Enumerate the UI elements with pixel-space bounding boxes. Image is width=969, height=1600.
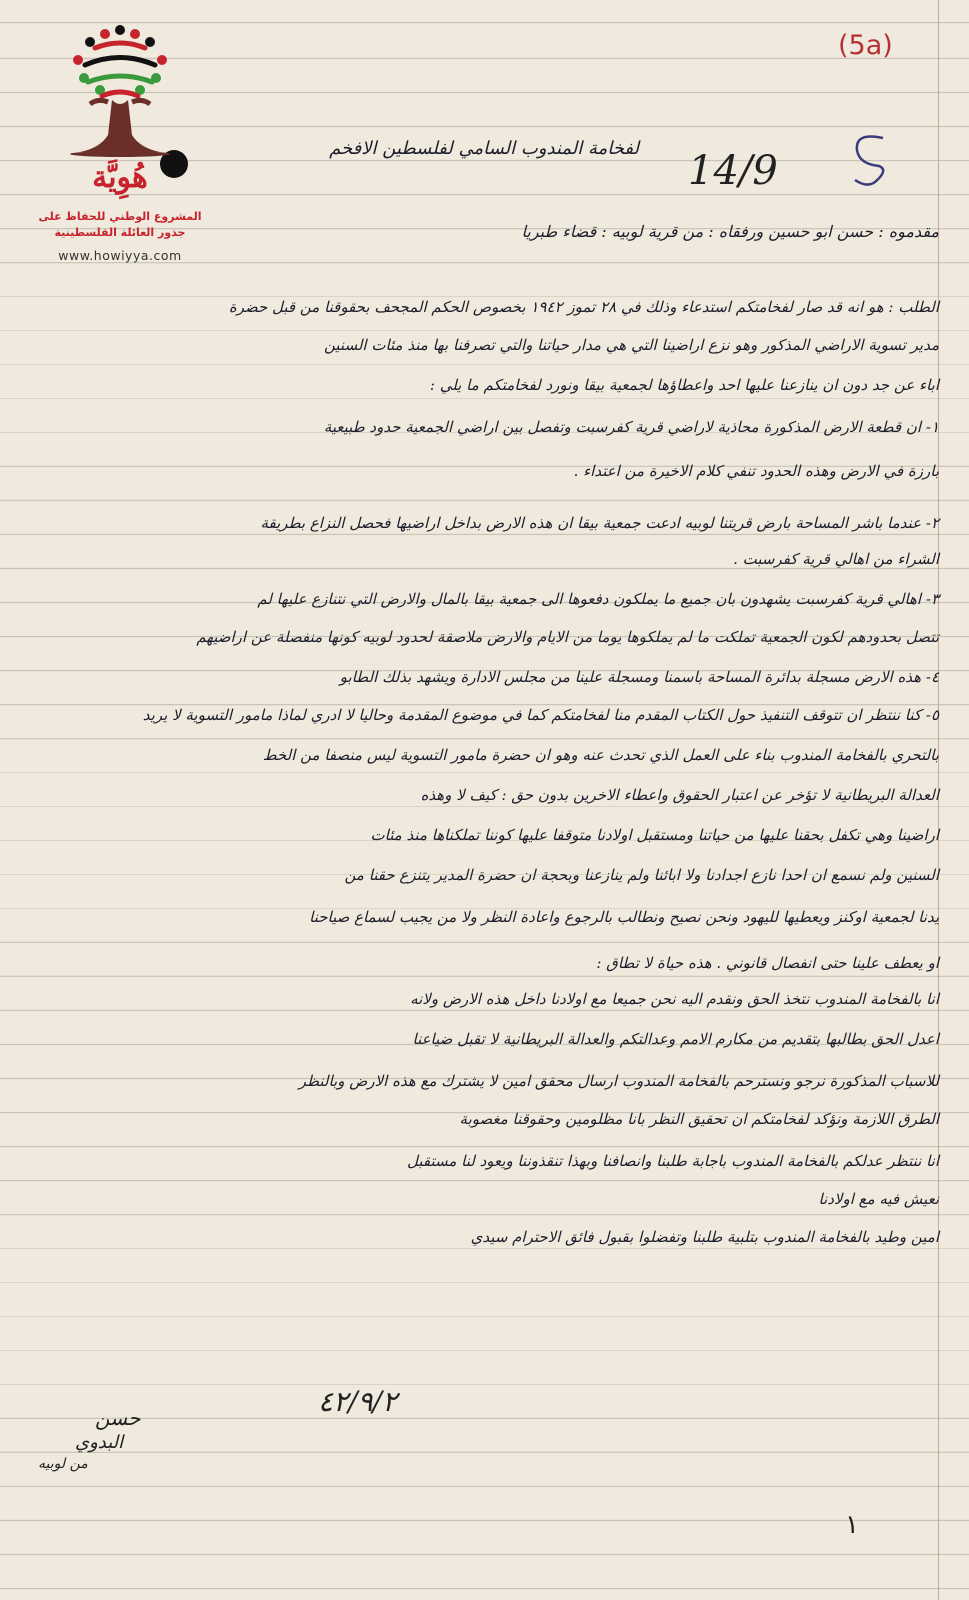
letter-subject: مقدموه : حسن ابو حسين ورفقاه : من قرية لوبيه : قضاء طبريا (521, 222, 939, 241)
header-title: لفخامة المندوب السامي لفلسطين الافخم (329, 138, 639, 159)
body-line: العدالة البريطانية لا تؤخر عن اعتبار الحقوق واعطاء الاخرين بدون حق : كيف لا وهذه (420, 786, 939, 804)
body-line: الشراء من اهالي قرية كفرسبت . (733, 550, 939, 568)
logo-url: www.howiyya.com (58, 248, 182, 263)
body-line: ٢- عندما باشر المساحة بارض قريتنا لوبيه ادعت جمعية بيقا ان هذه الارض بداخل اراضيها فحصل النزاع بطريقة (260, 514, 939, 532)
body-line: بالتحري بالفخامة المندوب بناء على العمل الذي تحدث عنه وهو ان حضرة مامور التسوية ليس منصفا من الخط (262, 746, 939, 764)
page-number: ١ (845, 1510, 859, 1540)
signature-name: حسن (95, 1406, 141, 1430)
header-date: 14/9 (688, 148, 778, 194)
signature-origin: من لوبيه (38, 1456, 88, 1472)
body-line: مدير تسوية الاراضي المذكور وهو نزع اراضينا التي هي مدار حياتنا والتي تصرفنا بها منذ مئات السنين (323, 336, 939, 354)
body-line: يدنا لجمعية اوكنز ويعطيها لليهود ونحن نصيح ونطالب بالرجوع واعادة النظر ولا من يجيب لسماع صياحنا (309, 908, 939, 926)
logo-tagline-2: جذور العائلة الفلسطينية (54, 226, 186, 239)
body-line: للاسباب المذكورة نرجو ونسترحم بالفخامة المندوب ارسال محقق امين لا يشترك مع هذه الارض وبالنظر (298, 1072, 939, 1090)
body-line: انا بالفخامة المندوب نتخذ الحق ونقدم اليه نحن جميعا مع اولادنا داخل هذه الارض ولانه (410, 990, 939, 1008)
body-line: اعدل الحق بطالبها بتقديم من مكارم الامم وعدالتكم والعدالة البريطانية لا تقبل ضياعنا (412, 1030, 939, 1048)
signature-surname: البدوي (75, 1432, 124, 1453)
logo-name: هُوِيَّة (92, 160, 148, 195)
body-line: ٣- اهالي قرية كفرسبت يشهدون بان جميع ما يملكون دفعوها الى جمعية بيقا بالمال والارض التي نتنازع عليها لم (257, 590, 939, 608)
body-line: او يعطف علينا حتى انفصال قانوني . هذه حياة لا تطاق : (596, 954, 939, 972)
body-line: اباء عن جد دون ان ينازعنا عليها احد واعطاؤها لجمعية بيقا ونورد لفخامتكم ما يلي : (429, 376, 939, 394)
body-line: ٥- كنا ننتظر ان تتوقف التنفيذ حول الكتاب المقدم منا لفخامتكم كما في موضوع المقدمة وحاليا لا ادري لماذا مامور التسوية لا يريد (142, 706, 939, 724)
body-line: الطلب : هو انه قد صار لفخامتكم استدعاء وذلك في ٢٨ تموز ١٩٤٢ بخصوص الحكم المجحف بحقوقنا من قبل حضرة (228, 298, 939, 316)
signature-date: ٤٢/٩/٢ (318, 1385, 398, 1418)
body-line: بارزة في الارض وهذه الحدود تنفي كلام الاخيرة من اعتداء . (573, 462, 939, 480)
logo-tagline-1: المشروع الوطني للحفاظ على (38, 210, 202, 223)
body-line: امين وطيد بالفخامة المندوب بتلبية طلبنا وتفضلوا بقبول فائق الاحترام سيدي (470, 1228, 939, 1246)
body-line: اراضينا وهي تكفل بحقنا عليها من حياتنا ومستقبل اولادنا متوقفا عليها كوننا تملكناها منذ مئات (370, 826, 939, 844)
body-line: السنين ولم نسمع ان احدا نازع اجدادنا ولا ابائنا ولم ينازعنا وبحجة ان حضرة المدير يتنزع حقنا من (344, 866, 939, 884)
body-line: الطرق اللازمة ونؤكد لفخامتكم ان تحقيق النظر بانا مظلومين وحقوقنا مغصوبة (459, 1110, 939, 1128)
page-reference: (5a) (838, 30, 893, 61)
body-line: ٤- هذه الارض مسجلة بدائرة المساحة باسمنا ومسجلة علينا من مجلس الادارة ويشهد بذلك الطابو (339, 668, 939, 686)
body-line: تتصل بحدودهم لكون الجمعية تملكت ما لم يملكوها يوما من الايام والارض ملاصقة لحدود لوبيه كونها منفصلة عن اراضيهم (196, 628, 939, 646)
body-line: انا ننتظر عدلكم بالفخامة المندوب باجابة طلبنا وانصافنا وبهذا تنقذوننا ويعود لنا مستقبل (407, 1152, 939, 1170)
body-line: ١- ان قطعة الارض المذكورة محاذية لاراضي قرية كفرسبت وتفصل بين اراضي الجمعية حدود طبيعية (323, 418, 939, 436)
body-line: نعيش فيه مع اولادنا (818, 1190, 939, 1208)
